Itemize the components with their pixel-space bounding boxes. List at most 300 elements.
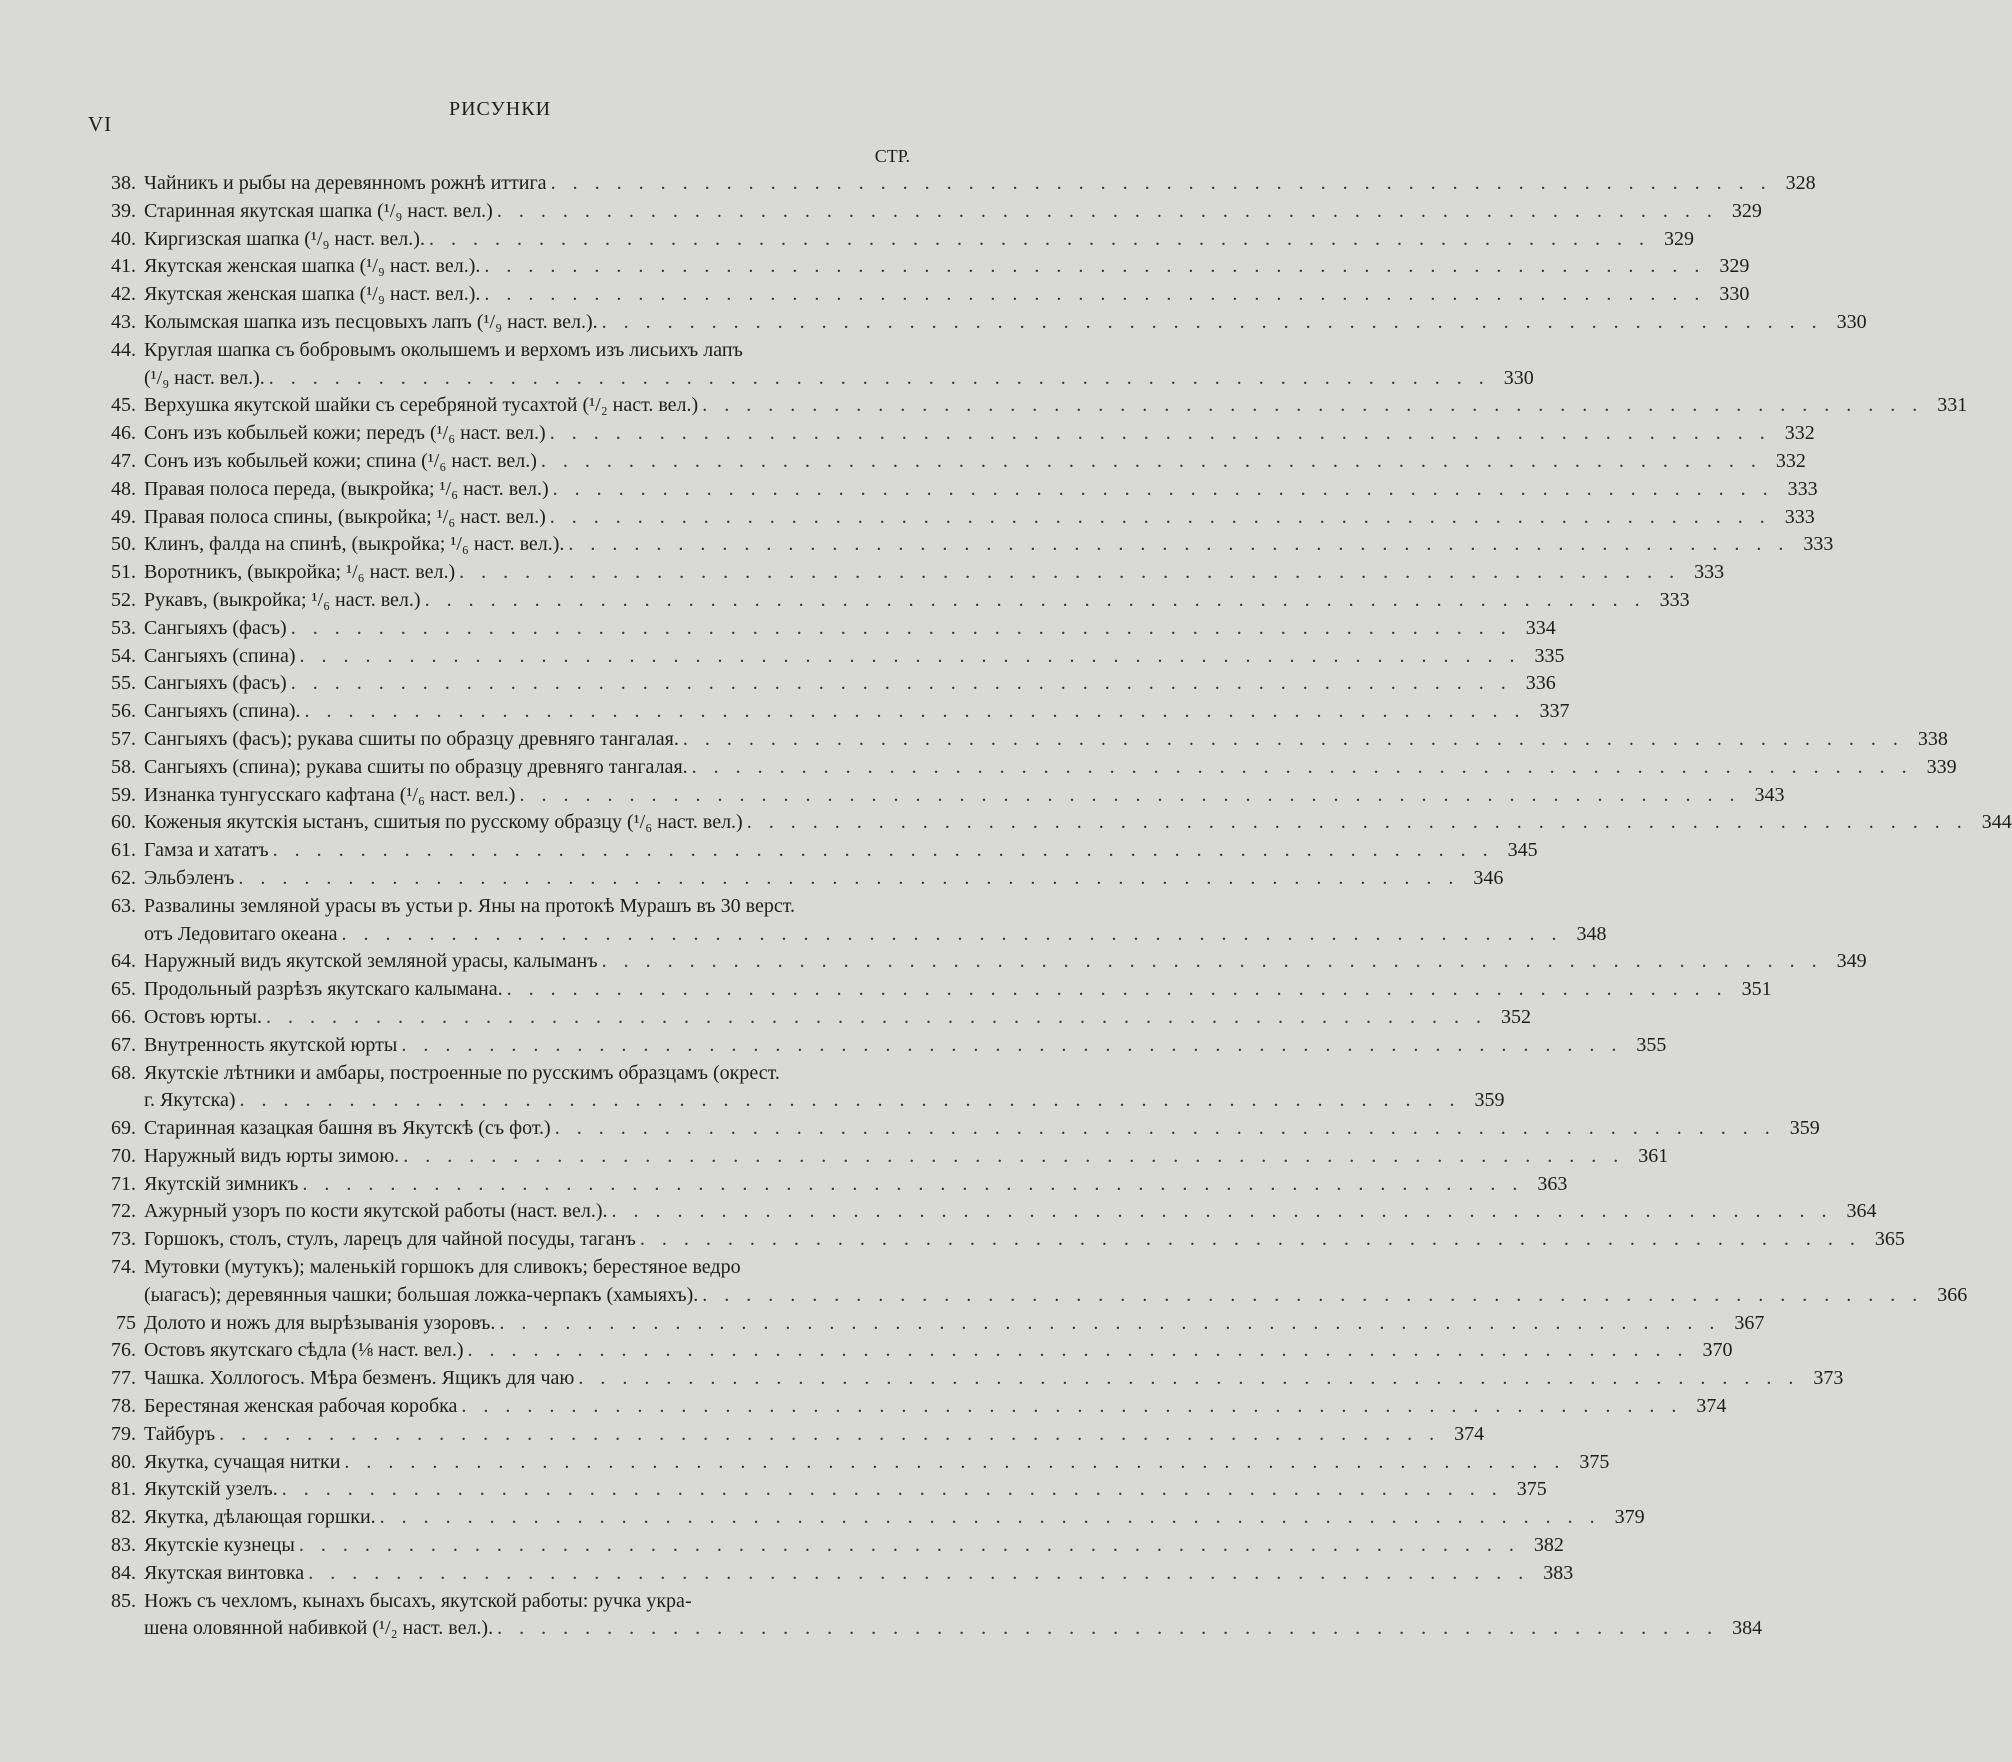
dot-leader: . . . . . . . . . . . . . . . . . . . . . . . . . . . . . . . . . . . . . . . . . . . . . . . . . . . . . . . . bbox=[401, 1033, 1623, 1056]
page-number: 339 bbox=[1926, 755, 1957, 778]
figure-number: 79. bbox=[111, 1422, 136, 1445]
entry-body bbox=[144, 1143, 1669, 1171]
page-number: 333 bbox=[1694, 561, 1725, 584]
entry-body bbox=[144, 1254, 1968, 1310]
entry-body bbox=[144, 976, 1772, 1004]
list-item bbox=[88, 1449, 1610, 1477]
entry-caption: Якутская женская шапка (¹/₉ наст. вел.). bbox=[144, 283, 481, 306]
entry-caption: Ажурный узоръ по кости якутской работы (наст. вел.). bbox=[144, 1200, 608, 1223]
figure-number: 57. bbox=[111, 727, 136, 750]
figure-number: 58. bbox=[111, 755, 136, 778]
page-column-label: СТР. bbox=[874, 146, 910, 166]
page-number: 359 bbox=[1789, 1117, 1820, 1140]
entry-body bbox=[144, 226, 1694, 254]
entry-caption: (ыагасъ); деревянныя чашки; большая ложка-черпакъ (хамыяхъ). bbox=[144, 1283, 699, 1306]
dot-leader: . . . . . . . . . . . . . . . . . . . . . . . . . . . . . . . . . . . . . . . . . . . . . . . . . . . . . . . . bbox=[540, 449, 1762, 472]
entry-body bbox=[144, 1476, 1547, 1504]
dot-leader: . . . . . . . . . . . . . . . . . . . . . . . . . . . . . . . . . . . . . . . . . . . . . . . . . . . . . . . . bbox=[519, 783, 1741, 806]
entry-caption-line bbox=[144, 643, 1565, 671]
dot-leader: . . . . . . . . . . . . . . . . . . . . . . . . . . . . . . . . . . . . . . . . . . . . . . . . . . . . . . . . bbox=[238, 866, 1460, 889]
list-item bbox=[88, 1476, 1547, 1504]
page-number: 366 bbox=[1937, 1283, 1968, 1306]
page-number: 365 bbox=[1874, 1228, 1905, 1251]
entry-caption: (¹/₉ наст. вел.). bbox=[144, 366, 265, 389]
page-number: 335 bbox=[1534, 644, 1565, 667]
page-number: 330 bbox=[1836, 310, 1867, 333]
entry-caption: Якутка, сучащая нитки bbox=[144, 1450, 341, 1473]
page-number: 379 bbox=[1614, 1506, 1645, 1529]
entry-caption-line bbox=[144, 1532, 1564, 1560]
entry-body bbox=[144, 726, 1948, 754]
figure-number: 53. bbox=[111, 616, 136, 639]
figure-number: 40. bbox=[111, 227, 136, 250]
entry-caption-line: Мутовки (мутукъ); маленькій горшокъ для сливокъ; берестяное ведро bbox=[144, 1256, 741, 1279]
entry-body bbox=[144, 670, 1556, 698]
page-number: 363 bbox=[1537, 1172, 1568, 1195]
list-item bbox=[88, 837, 1538, 865]
illustration-list bbox=[88, 170, 2012, 1643]
entry-caption: Долото и ножъ для вырѣзыванія узоровъ. bbox=[144, 1311, 496, 1334]
figure-number: 49. bbox=[111, 505, 136, 528]
entry-caption: Изнанка тунгусскаго кафтана (¹/₆ наст. вел.) bbox=[144, 783, 516, 806]
entry-caption: Сангыяхъ (спина) bbox=[144, 644, 296, 667]
dot-leader: . . . . . . . . . . . . . . . . . . . . . . . . . . . . . . . . . . . . . . . . . . . . . . . . . . . . . . . . bbox=[341, 922, 1563, 945]
list-item bbox=[88, 948, 1867, 976]
page-number: 382 bbox=[1533, 1534, 1564, 1557]
dot-leader: . . . . . . . . . . . . . . . . . . . . . . . . . . . . . . . . . . . . . . . . . . . . . . . . . . . . . . . . bbox=[496, 199, 1718, 222]
dot-leader: . . . . . . . . . . . . . . . . . . . . . . . . . . . . . . . . . . . . . . . . . . . . . . . . . . . . . . . . bbox=[403, 1144, 1625, 1167]
entry-body bbox=[144, 281, 1750, 309]
dot-leader: . . . . . . . . . . . . . . . . . . . . . . . . . . . . . . . . . . . . . . . . . . . . . . . . . . . . . . . . bbox=[239, 1089, 1461, 1112]
page-number: 355 bbox=[1636, 1033, 1667, 1056]
dot-leader: . . . . . . . . . . . . . . . . . . . . . . . . . . . . . . . . . . . . . . . . . . . . . . . . . . . . . . . . bbox=[702, 394, 1924, 417]
entry-caption-line bbox=[144, 531, 1834, 559]
entry-body bbox=[144, 948, 1867, 976]
list-item bbox=[88, 226, 1694, 254]
entry-body bbox=[144, 1115, 1820, 1143]
list-item bbox=[88, 782, 1785, 810]
figure-number: 66. bbox=[111, 1005, 136, 1028]
entry-caption: Якутская женская шапка (¹/₉ наст. вел.). bbox=[144, 255, 481, 278]
page-number: 332 bbox=[1775, 449, 1806, 472]
list-item bbox=[88, 1310, 1765, 1338]
figure-number: 75 bbox=[116, 1311, 136, 1334]
entry-caption: Якутка, дѣлающая горшки. bbox=[144, 1506, 376, 1529]
dot-leader: . . . . . . . . . . . . . . . . . . . . . . . . . . . . . . . . . . . . . . . . . . . . . . . . . . . . . . . . bbox=[578, 1367, 1800, 1390]
dot-leader: . . . . . . . . . . . . . . . . . . . . . . . . . . . . . . . . . . . . . . . . . . . . . . . . . . . . . . . . bbox=[302, 1172, 1524, 1195]
entry-body bbox=[144, 1365, 1844, 1393]
entry-caption-line bbox=[144, 976, 1772, 1004]
entry-body bbox=[144, 531, 1834, 559]
list-item bbox=[88, 1504, 1645, 1532]
page-number: 370 bbox=[1702, 1339, 1733, 1362]
list-item bbox=[88, 420, 1815, 448]
dot-leader: . . . . . . . . . . . . . . . . . . . . . . . . . . . . . . . . . . . . . . . . . . . . . . . . . . . . . . . . bbox=[506, 978, 1728, 1001]
dot-leader: . . . . . . . . . . . . . . . . . . . . . . . . . . . . . . . . . . . . . . . . . . . . . . . . . . . . . . . . bbox=[272, 839, 1494, 862]
entry-body bbox=[144, 1588, 1763, 1644]
page-folio: VI bbox=[88, 112, 113, 136]
entry-body bbox=[144, 1421, 1485, 1449]
dot-leader: . . . . . . . . . . . . . . . . . . . . . . . . . . . . . . . . . . . . . . . . . . . . . . . . . . . . . . . . bbox=[379, 1506, 1601, 1529]
page-number: 333 bbox=[1787, 477, 1818, 500]
list-item bbox=[88, 976, 1772, 1004]
entry-caption: Горшокъ, столъ, стулъ, ларецъ для чайной посуды, таганъ bbox=[144, 1228, 636, 1251]
entry-body bbox=[144, 782, 1785, 810]
figure-number: 68. bbox=[111, 1061, 136, 1084]
list-item bbox=[88, 1060, 1505, 1116]
entry-caption: шена оловянной набивкой (¹/₂ наст. вел.). bbox=[144, 1617, 494, 1640]
entry-body bbox=[144, 615, 1556, 643]
entry-caption: Чашка. Холлогосъ. Мѣра безменъ. Ящикъ для чаю bbox=[144, 1367, 575, 1390]
entry-caption-line bbox=[144, 948, 1867, 976]
entry-caption-line bbox=[144, 1087, 1505, 1115]
entry-caption-line bbox=[144, 615, 1556, 643]
entry-body bbox=[144, 170, 1816, 198]
page-number: 338 bbox=[1917, 727, 1948, 750]
entry-caption-line: Развалины земляной урасы въ устьи р. Яны на протокѣ Мурашъ въ 30 верст. bbox=[144, 894, 795, 917]
entry-caption-line bbox=[144, 1476, 1547, 1504]
entry-caption-line bbox=[144, 309, 1867, 337]
figure-number: 56. bbox=[111, 700, 136, 723]
entry-caption-line: Круглая шапка съ бобровымъ околышемъ и верхомъ изъ лисьихъ лапъ bbox=[144, 338, 743, 361]
entry-caption-line bbox=[144, 1310, 1765, 1338]
dot-leader: . . . . . . . . . . . . . . . . . . . . . . . . . . . . . . . . . . . . . . . . . . . . . . . . . . . . . . . . bbox=[467, 1339, 1689, 1362]
list-item bbox=[88, 448, 1806, 476]
entry-caption: Гамза и хататъ bbox=[144, 839, 269, 862]
page-number: 333 bbox=[1803, 533, 1834, 556]
entry-caption: Старинная якутская шапка (¹/₉ наст. вел.) bbox=[144, 199, 493, 222]
dot-leader: . . . . . . . . . . . . . . . . . . . . . . . . . . . . . . . . . . . . . . . . . . . . . . . . . . . . . . . . bbox=[691, 755, 1913, 778]
entry-body bbox=[144, 1171, 1568, 1199]
entry-caption: Внутренность якутской юрты bbox=[144, 1033, 398, 1056]
entry-body bbox=[144, 337, 1534, 393]
entry-body bbox=[144, 1337, 1733, 1365]
figure-number: 81. bbox=[111, 1478, 136, 1501]
entry-caption-line: Ножъ съ чехломъ, кынахъ бысахъ, якутской работы: ручка укра- bbox=[144, 1589, 692, 1612]
page-number: 352 bbox=[1500, 1005, 1531, 1028]
entry-caption-line bbox=[144, 921, 1607, 949]
list-item bbox=[88, 643, 1565, 671]
dot-leader: . . . . . . . . . . . . . . . . . . . . . . . . . . . . . . . . . . . . . . . . . . . . . . . . . . . . . . . . bbox=[549, 505, 1771, 528]
dot-leader: . . . . . . . . . . . . . . . . . . . . . . . . . . . . . . . . . . . . . . . . . . . . . . . . . . . . . . . . bbox=[428, 227, 1650, 250]
entry-caption-line bbox=[144, 1171, 1568, 1199]
list-item bbox=[88, 1560, 1574, 1588]
figure-number: 39. bbox=[111, 199, 136, 222]
dot-leader: . . . . . . . . . . . . . . . . . . . . . . . . . . . . . . . . . . . . . . . . . . . . . . . . . . . . . . . . bbox=[290, 616, 1512, 639]
entry-caption-line bbox=[144, 782, 1785, 810]
entry-caption: Старинная казацкая башня въ Якутскѣ (съ фот.) bbox=[144, 1117, 551, 1140]
figure-number: 72. bbox=[111, 1200, 136, 1223]
entry-caption: Остовъ юрты. bbox=[144, 1005, 262, 1028]
list-item bbox=[88, 504, 1815, 532]
entry-body bbox=[144, 865, 1504, 893]
dot-leader: . . . . . . . . . . . . . . . . . . . . . . . . . . . . . . . . . . . . . . . . . . . . . . . . . . . . . . . . bbox=[424, 588, 1646, 611]
entry-caption: Сангыяхъ (спина); рукава сшиты по образцу древняго тангалая. bbox=[144, 755, 688, 778]
entry-body bbox=[144, 1032, 1667, 1060]
page-number: 337 bbox=[1539, 700, 1570, 723]
figure-number: 84. bbox=[111, 1561, 136, 1584]
entry-body bbox=[144, 420, 1815, 448]
entry-caption-line bbox=[144, 837, 1538, 865]
entry-caption: Колымская шапка изъ песцовыхъ лапъ (¹/₉ наст. вел.). bbox=[144, 310, 598, 333]
page-number: 364 bbox=[1846, 1200, 1877, 1223]
list-item bbox=[88, 893, 1607, 949]
dot-leader: . . . . . . . . . . . . . . . . . . . . . . . . . . . . . . . . . . . . . . . . . . . . . . . . . . . . . . . . bbox=[265, 1005, 1487, 1028]
entry-caption: Сонъ изъ кобыльей кожи; передъ (¹/₆ наст. вел.) bbox=[144, 422, 546, 445]
entry-caption-line bbox=[144, 281, 1750, 309]
entry-caption-line bbox=[144, 1615, 1763, 1643]
list-item bbox=[88, 1032, 1667, 1060]
entry-caption-line bbox=[144, 809, 2012, 837]
entry-caption-line bbox=[144, 1421, 1485, 1449]
list-item bbox=[88, 531, 1834, 559]
entry-caption: Сонъ изъ кобыльей кожи; спина (¹/₆ наст. вел.) bbox=[144, 449, 537, 472]
figure-number: 47. bbox=[111, 449, 136, 472]
list-item bbox=[88, 198, 1762, 226]
entry-caption: Наружный видъ юрты зимою. bbox=[144, 1144, 400, 1167]
entry-caption: г. Якутска) bbox=[144, 1089, 236, 1112]
entry-body bbox=[144, 198, 1762, 226]
page-number: 374 bbox=[1454, 1422, 1485, 1445]
list-item bbox=[88, 392, 1968, 420]
dot-leader: . . . . . . . . . . . . . . . . . . . . . . . . . . . . . . . . . . . . . . . . . . . . . . . . . . . . . . . . bbox=[219, 1422, 1441, 1445]
entry-body bbox=[144, 559, 1725, 587]
figure-number: 82. bbox=[111, 1506, 136, 1529]
entry-caption-line bbox=[144, 1143, 1669, 1171]
page-number: 329 bbox=[1663, 227, 1694, 250]
entry-caption: Якутскій зимникъ bbox=[144, 1172, 299, 1195]
entry-caption: Клинъ, фалда на спинѣ, (выкройка; ¹/₆ наст. вел.). bbox=[144, 533, 565, 556]
entry-caption: Эльбэленъ bbox=[144, 866, 235, 889]
entry-caption: Киргизская шапка (¹/₉ наст. вел.). bbox=[144, 227, 425, 250]
page-number: 333 bbox=[1784, 505, 1815, 528]
entry-body bbox=[144, 1060, 1505, 1116]
entry-caption-line bbox=[144, 1393, 1727, 1421]
page-number: 344 bbox=[1981, 811, 2012, 834]
dot-leader: . . . . . . . . . . . . . . . . . . . . . . . . . . . . . . . . . . . . . . . . . . . . . . . . . . . . . . . . bbox=[499, 1311, 1721, 1334]
list-item bbox=[88, 726, 1948, 754]
entry-body bbox=[144, 392, 1968, 420]
entry-caption: Сангыяхъ (фасъ) bbox=[144, 616, 287, 639]
entry-caption: Сангыяхъ (фасъ); рукава сшиты по образцу древняго тангалая. bbox=[144, 727, 679, 750]
figure-number: 48. bbox=[111, 477, 136, 500]
list-item bbox=[88, 309, 1867, 337]
entry-caption-line bbox=[144, 865, 1504, 893]
page-number: 348 bbox=[1576, 922, 1607, 945]
page-number: 343 bbox=[1754, 783, 1785, 806]
entry-body bbox=[144, 893, 1607, 949]
entry-caption-line bbox=[144, 365, 1534, 393]
entry-body bbox=[144, 504, 1815, 532]
list-item bbox=[88, 281, 1750, 309]
list-item bbox=[88, 1143, 1669, 1171]
page-number: 345 bbox=[1507, 839, 1538, 862]
entry-caption-line bbox=[144, 670, 1556, 698]
page-number: 384 bbox=[1732, 1617, 1763, 1640]
entry-body bbox=[144, 1532, 1564, 1560]
dot-leader: . . . . . . . . . . . . . . . . . . . . . . . . . . . . . . . . . . . . . . . . . . . . . . . . . . . . . . . . bbox=[461, 1395, 1683, 1418]
list-item bbox=[88, 754, 1957, 782]
list-item bbox=[88, 170, 1816, 198]
entry-body bbox=[144, 837, 1538, 865]
list-item bbox=[88, 1254, 1968, 1310]
page-number: 359 bbox=[1474, 1089, 1505, 1112]
list-item bbox=[88, 337, 1534, 393]
figure-number: 80. bbox=[111, 1450, 136, 1473]
entry-caption: Коженыя якутскія ыстанъ, сшитыя по русскому образцу (¹/₆ наст. вел.) bbox=[144, 811, 743, 834]
figure-number: 61. bbox=[111, 839, 136, 862]
list-item bbox=[88, 1171, 1568, 1199]
figure-number: 77. bbox=[111, 1367, 136, 1390]
dot-leader: . . . . . . . . . . . . . . . . . . . . . . . . . . . . . . . . . . . . . . . . . . . . . . . . . . . . . . . . bbox=[290, 672, 1512, 695]
page-number: 349 bbox=[1836, 950, 1867, 973]
entry-body bbox=[144, 253, 1750, 281]
figure-number: 51. bbox=[111, 561, 136, 584]
entry-caption-line bbox=[144, 1282, 1968, 1310]
entry-body bbox=[144, 643, 1565, 671]
entry-body bbox=[144, 809, 2012, 837]
list-item bbox=[88, 615, 1556, 643]
entry-caption-line bbox=[144, 559, 1725, 587]
figure-number: 83. bbox=[111, 1534, 136, 1557]
page-number: 346 bbox=[1473, 866, 1504, 889]
dot-leader: . . . . . . . . . . . . . . . . . . . . . . . . . . . . . . . . . . . . . . . . . . . . . . . . . . . . . . . . bbox=[601, 310, 1823, 333]
figure-number: 50. bbox=[111, 533, 136, 556]
entry-caption-line bbox=[144, 1449, 1610, 1477]
page-number: 375 bbox=[1516, 1478, 1547, 1501]
entry-body bbox=[144, 1004, 1531, 1032]
entry-body bbox=[144, 1560, 1574, 1588]
figure-number: 63. bbox=[111, 894, 136, 917]
dot-leader: . . . . . . . . . . . . . . . . . . . . . . . . . . . . . . . . . . . . . . . . . . . . . . . . . . . . . . . . bbox=[484, 255, 1706, 278]
list-item bbox=[88, 865, 1504, 893]
list-item bbox=[88, 809, 2012, 837]
entry-caption-line bbox=[144, 198, 1762, 226]
dot-leader: . . . . . . . . . . . . . . . . . . . . . . . . . . . . . . . . . . . . . . . . . . . . . . . . . . . . . . . . bbox=[298, 1534, 1520, 1557]
figure-number: 78. bbox=[111, 1395, 136, 1418]
page-number: 330 bbox=[1503, 366, 1534, 389]
entry-caption: Правая полоса переда, (выкройка; ¹/₆ наст. вел.) bbox=[144, 477, 549, 500]
entry-caption-line bbox=[144, 1004, 1531, 1032]
entry-caption-line bbox=[144, 1560, 1574, 1588]
entry-caption-line bbox=[144, 448, 1806, 476]
entry-body bbox=[144, 1310, 1765, 1338]
entry-caption-line bbox=[144, 1365, 1844, 1393]
entry-caption-line bbox=[144, 1032, 1667, 1060]
list-item bbox=[88, 1115, 1820, 1143]
entry-caption-line bbox=[144, 420, 1815, 448]
entry-body bbox=[144, 754, 1957, 782]
entry-body bbox=[144, 1226, 1905, 1254]
running-head: РИСУНКИ bbox=[448, 98, 552, 120]
list-item bbox=[88, 476, 1818, 504]
dot-leader: . . . . . . . . . . . . . . . . . . . . . . . . . . . . . . . . . . . . . . . . . . . . . . . . . . . . . . . . bbox=[299, 644, 1521, 667]
list-item bbox=[88, 253, 1750, 281]
figure-number: 54. bbox=[111, 644, 136, 667]
figure-number: 70. bbox=[111, 1144, 136, 1167]
entry-caption-line bbox=[144, 698, 1570, 726]
page-number: 373 bbox=[1813, 1367, 1844, 1390]
list-item bbox=[88, 1337, 1733, 1365]
entry-body bbox=[144, 1198, 1877, 1226]
entry-caption: Наружный видъ якутской земляной урасы, калыманъ bbox=[144, 950, 598, 973]
list-item bbox=[88, 587, 1690, 615]
entry-caption-line bbox=[144, 726, 1948, 754]
entry-caption: Берестяная женская рабочая коробка bbox=[144, 1395, 458, 1418]
dot-leader: . . . . . . . . . . . . . . . . . . . . . . . . . . . . . . . . . . . . . . . . . . . . . . . . . . . . . . . . bbox=[639, 1228, 1861, 1251]
entry-caption: Якутскіе кузнецы bbox=[144, 1534, 295, 1557]
entry-caption-line bbox=[144, 587, 1690, 615]
list-item bbox=[88, 559, 1725, 587]
page-number: 333 bbox=[1659, 588, 1690, 611]
figure-number: 41. bbox=[111, 255, 136, 278]
entry-caption-line bbox=[144, 1198, 1877, 1226]
list-item bbox=[88, 1004, 1531, 1032]
dot-leader: . . . . . . . . . . . . . . . . . . . . . . . . . . . . . . . . . . . . . . . . . . . . . . . . . . . . . . . . bbox=[568, 533, 1790, 556]
entry-caption-line bbox=[144, 476, 1818, 504]
figure-number: 43. bbox=[111, 310, 136, 333]
dot-leader: . . . . . . . . . . . . . . . . . . . . . . . . . . . . . . . . . . . . . . . . . . . . . . . . . . . . . . . . bbox=[268, 366, 1490, 389]
entry-caption-line bbox=[144, 504, 1815, 532]
entry-caption-line: Якутскіе лѣтники и амбары, построенные по русскимъ образцамъ (окрест. bbox=[144, 1061, 780, 1084]
page-number: 383 bbox=[1543, 1561, 1574, 1584]
dot-leader: . . . . . . . . . . . . . . . . . . . . . . . . . . . . . . . . . . . . . . . . . . . . . . . . . . . . . . . . bbox=[344, 1450, 1566, 1473]
figure-number: 67. bbox=[111, 1033, 136, 1056]
list-item bbox=[88, 1588, 1763, 1644]
page-number: 330 bbox=[1719, 283, 1750, 306]
entry-caption: Верхушка якутской шайки съ серебряной тусахтой (¹/₂ наст. вел.) bbox=[144, 394, 699, 417]
entry-caption: Якутская винтовка bbox=[144, 1561, 305, 1584]
entry-caption: Тайбуръ bbox=[144, 1422, 216, 1445]
figure-number: 69. bbox=[111, 1117, 136, 1140]
dot-leader: . . . . . . . . . . . . . . . . . . . . . . . . . . . . . . . . . . . . . . . . . . . . . . . . . . . . . . . . bbox=[601, 950, 1823, 973]
page-number: 361 bbox=[1638, 1144, 1669, 1167]
page-number: 331 bbox=[1937, 394, 1968, 417]
page-number: 332 bbox=[1784, 422, 1815, 445]
dot-leader: . . . . . . . . . . . . . . . . . . . . . . . . . . . . . . . . . . . . . . . . . . . . . . . . . . . . . . . . bbox=[682, 727, 1904, 750]
entry-caption-line bbox=[144, 1504, 1645, 1532]
entry-body bbox=[144, 1504, 1645, 1532]
figure-number: 44. bbox=[111, 338, 136, 361]
dot-leader: . . . . . . . . . . . . . . . . . . . . . . . . . . . . . . . . . . . . . . . . . . . . . . . . . . . . . . . . bbox=[281, 1478, 1503, 1501]
page-number: 334 bbox=[1525, 616, 1556, 639]
entry-caption-line bbox=[144, 170, 1816, 198]
figure-number: 76. bbox=[111, 1339, 136, 1362]
entry-body bbox=[144, 448, 1806, 476]
list-item bbox=[88, 670, 1556, 698]
entry-body bbox=[144, 587, 1690, 615]
dot-leader: . . . . . . . . . . . . . . . . . . . . . . . . . . . . . . . . . . . . . . . . . . . . . . . . . . . . . . . . bbox=[484, 283, 1706, 306]
dot-leader: . . . . . . . . . . . . . . . . . . . . . . . . . . . . . . . . . . . . . . . . . . . . . . . . . . . . . . . . bbox=[308, 1561, 1530, 1584]
entry-caption-line bbox=[144, 754, 1957, 782]
entry-body bbox=[144, 698, 1570, 726]
entry-body bbox=[144, 1449, 1610, 1477]
page-number: 374 bbox=[1696, 1395, 1727, 1418]
figure-number: 60. bbox=[111, 811, 136, 834]
page-number: 375 bbox=[1579, 1450, 1610, 1473]
entry-caption: Правая полоса спины, (выкройка; ¹/₆ наст. вел.) bbox=[144, 505, 546, 528]
entry-caption: Продольный разрѣзъ якутскаго калымана. bbox=[144, 978, 503, 1001]
entry-caption: Сангыяхъ (спина). bbox=[144, 700, 301, 723]
figure-number: 38. bbox=[111, 172, 136, 194]
dot-leader: . . . . . . . . . . . . . . . . . . . . . . . . . . . . . . . . . . . . . . . . . . . . . . . . . . . . . . . . bbox=[549, 422, 1771, 445]
dot-leader: . . . . . . . . . . . . . . . . . . . . . . . . . . . . . . . . . . . . . . . . . . . . . . . . . . . . . . . . bbox=[304, 700, 1526, 723]
list-item bbox=[88, 1393, 1727, 1421]
page-number: 328 bbox=[1785, 172, 1816, 194]
entry-caption: Чайникъ и рыбы на деревянномъ рожнѣ иттига bbox=[144, 172, 547, 194]
list-item bbox=[88, 1198, 1877, 1226]
entry-caption-line bbox=[144, 226, 1694, 254]
